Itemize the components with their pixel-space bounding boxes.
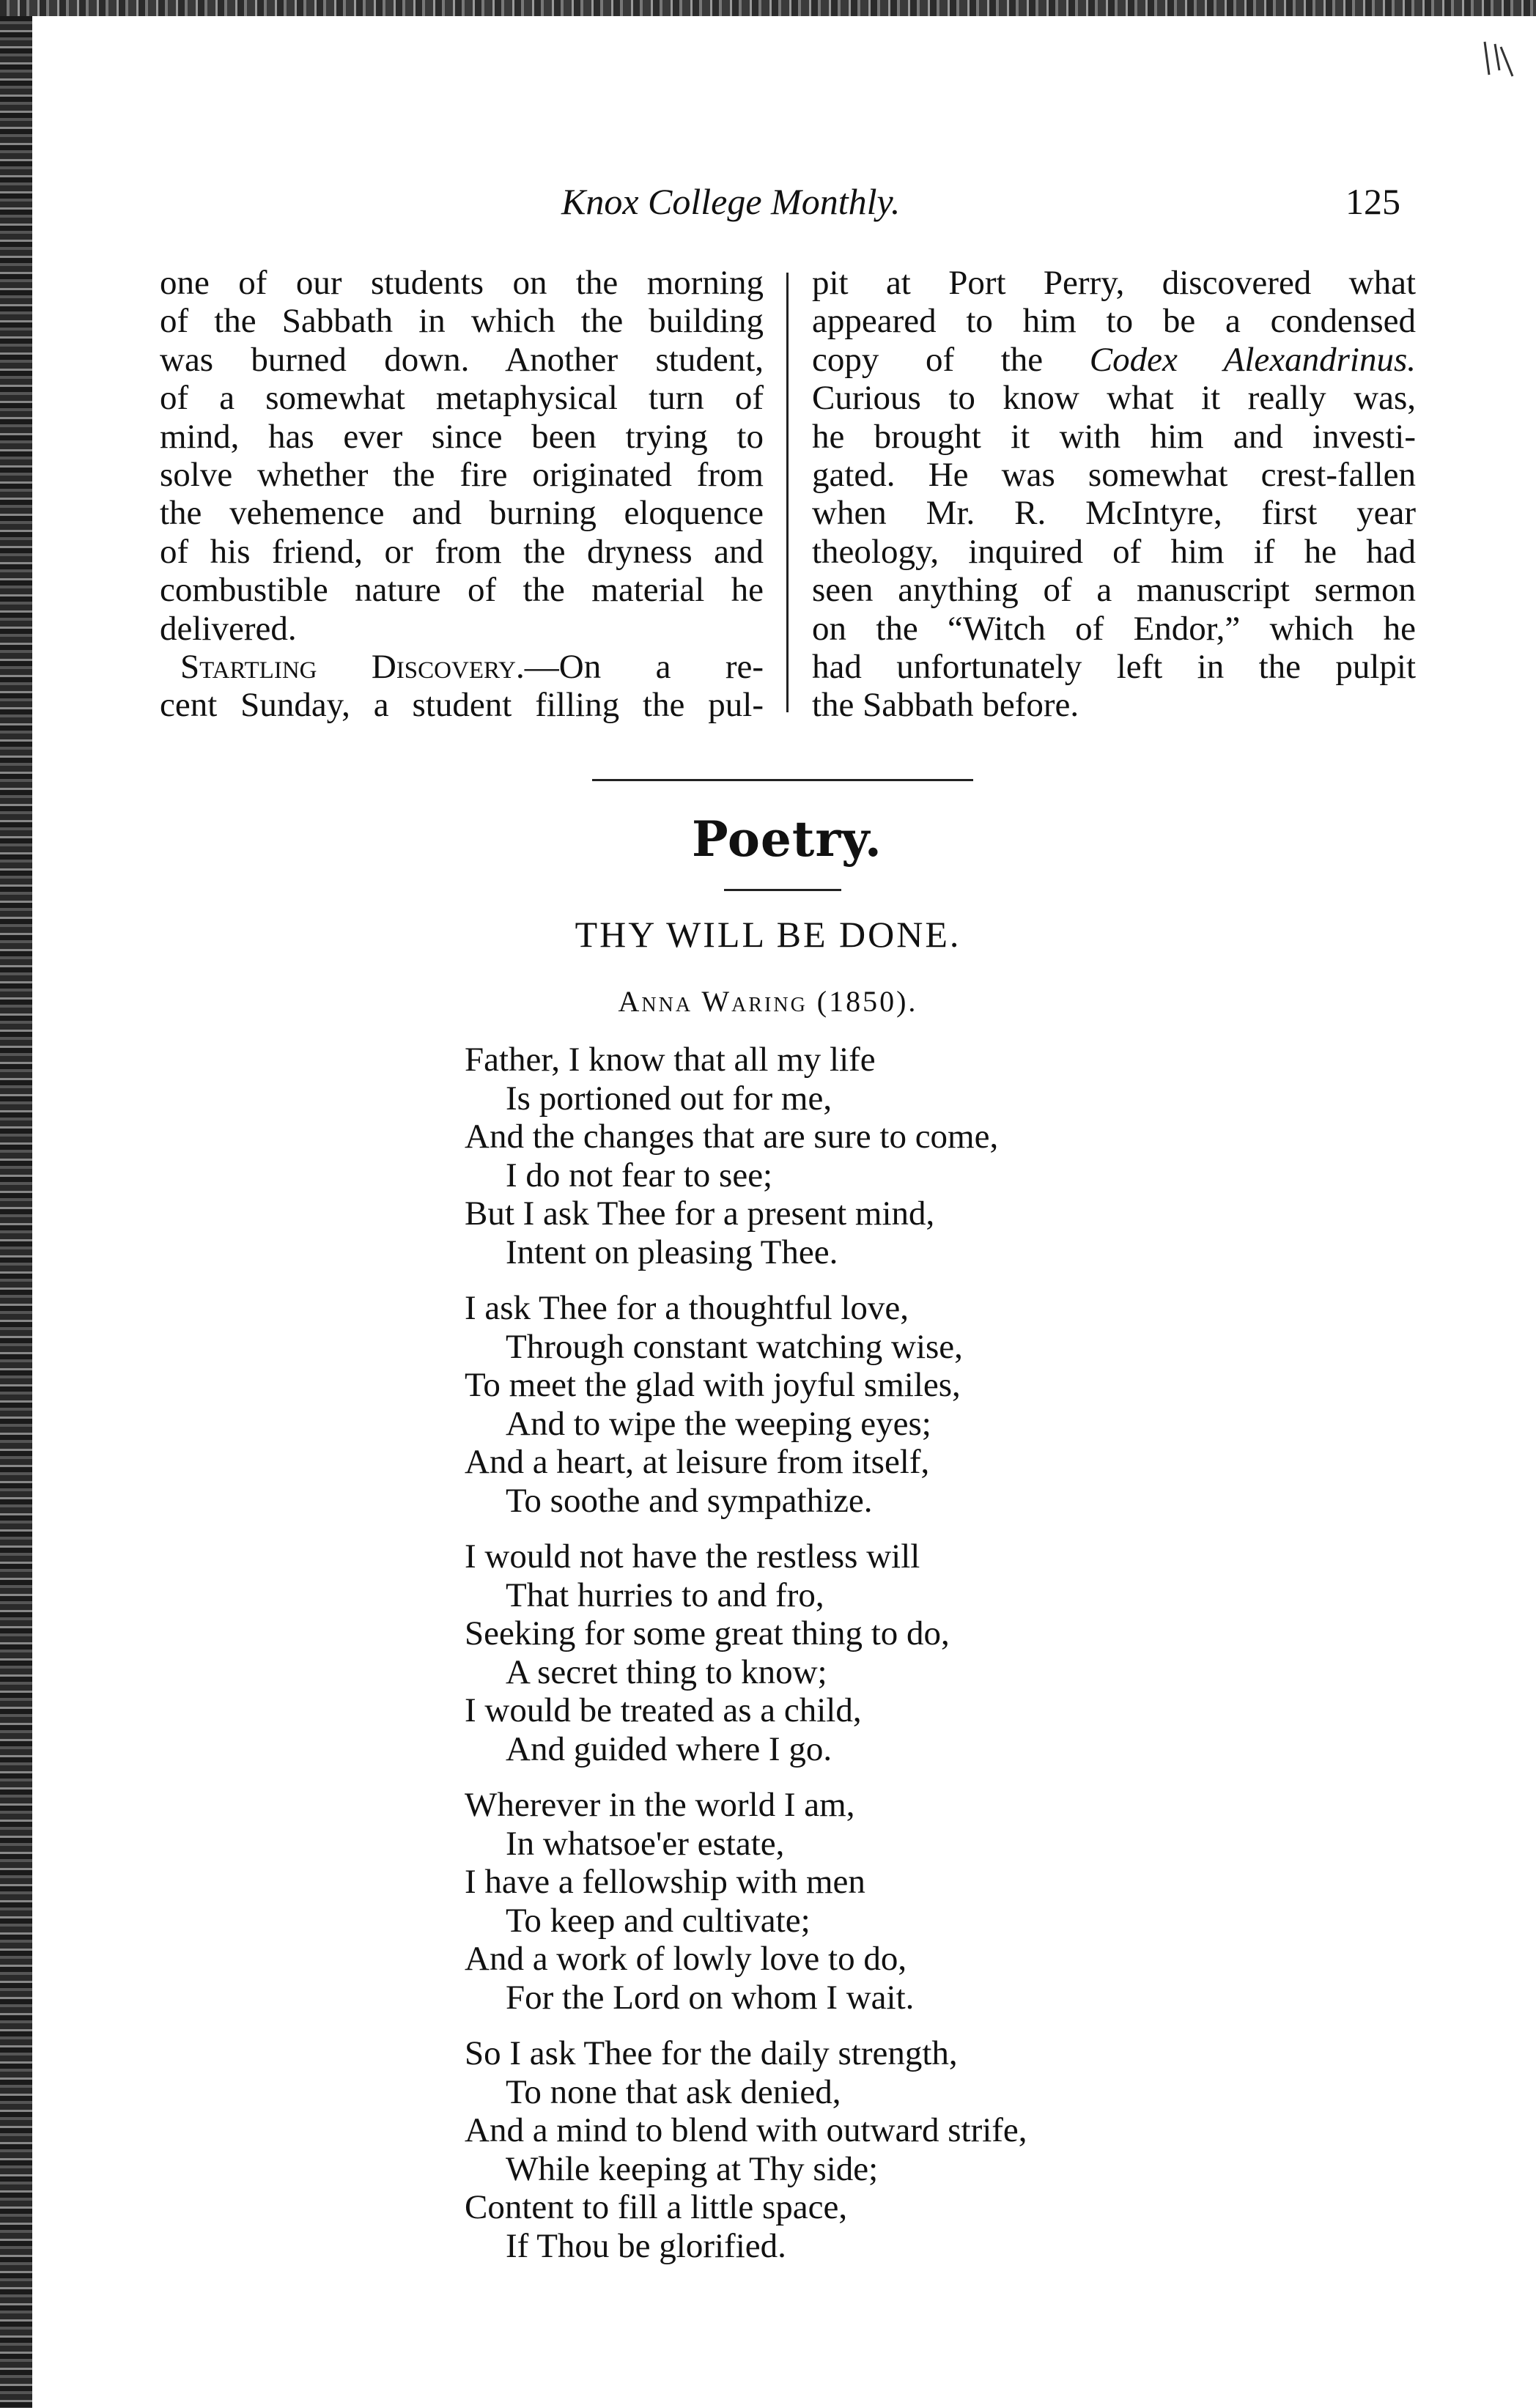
poem-line: Through constant watching wise,: [506, 1327, 963, 1366]
corner-scan-mark: [1479, 38, 1515, 82]
poem-stanza: [465, 1537, 1027, 1768]
text-line: combustible nature of the material he: [160, 571, 764, 610]
left-column: [160, 264, 764, 725]
text-line: gated. He was somewhat crest-fallen: [812, 456, 1416, 495]
right-column: [812, 264, 1416, 725]
poem-line: To none that ask denied,: [506, 2072, 841, 2111]
text-line: was burned down. Another student,: [160, 340, 764, 379]
poem-line: And guided where I go.: [506, 1729, 832, 1768]
poem-line: And the changes that are sure to come,: [465, 1118, 999, 1156]
poem-stanza: [465, 2034, 1027, 2265]
poem-line: A secret thing to know;: [506, 1652, 827, 1691]
poem-line: And to wipe the weeping eyes;: [506, 1404, 931, 1443]
poem-body: [465, 1041, 1027, 2283]
text-line: [160, 648, 764, 686]
text-line: of the Sabbath in which the building: [160, 302, 764, 341]
poem-line: So I ask Thee for the daily strength,: [465, 2034, 958, 2072]
paragraph-continued: [812, 264, 1416, 725]
text-line: of a somewhat metaphysical turn of: [160, 379, 764, 418]
poem-author: Anna Waring (1850).: [618, 985, 918, 1018]
text-line: when Mr. R. McIntyre, first year: [812, 494, 1416, 533]
poem-line: To keep and cultivate;: [506, 1901, 811, 1940]
column-divider: [786, 273, 789, 712]
poem-stanza: [465, 1041, 1027, 1271]
running-head: [0, 180, 1536, 232]
poem-line: I do not fear to see;: [506, 1156, 773, 1194]
poem-line: But I ask Thee for a present mind,: [465, 1194, 935, 1233]
poem-line: That hurries to and fro,: [506, 1576, 824, 1614]
text-line: seen anything of a manuscript sermon: [812, 571, 1416, 610]
poem-line: And a work of lowly love to do,: [465, 1940, 907, 1978]
paragraph-discovery: [160, 648, 764, 725]
text-line: pit at Port Perry, discovered what: [812, 264, 1416, 302]
heading-underline: [724, 889, 841, 891]
text-line: Curious to know what it really was,: [812, 379, 1416, 418]
poem-line: To meet the glad with joyful smiles,: [465, 1366, 961, 1404]
poem-line: Content to fill a little space,: [465, 2188, 848, 2226]
text-line: solve whether the fire originated from: [160, 456, 764, 495]
text-line: delivered.: [160, 609, 297, 648]
section-heading: Poetry.: [692, 810, 882, 868]
poem-line: And a heart, at leisure from itself,: [465, 1443, 930, 1481]
poem-line: In whatsoe'er estate,: [506, 1824, 785, 1863]
poem-title: THY WILL BE DONE.: [575, 914, 961, 955]
text-line: on the “Witch of Endor,” which he: [812, 609, 1416, 648]
poem-line: For the Lord on whom I wait.: [506, 1978, 915, 2017]
poem-line: While keeping at Thy side;: [506, 2149, 879, 2188]
text-line: theology, inquired of him if he had: [812, 532, 1416, 571]
text-span: copy of the: [812, 340, 1044, 379]
poem-line: Wherever in the world I am,: [465, 1786, 855, 1824]
poem-line: I would be treated as a child,: [465, 1691, 862, 1729]
text-span: —On a re-: [524, 648, 764, 687]
poem-line: Seeking for some great thing to do,: [465, 1614, 950, 1652]
text-line: he brought it with him and investi-: [812, 417, 1416, 456]
text-line: the vehemence and burning eloquence: [160, 494, 764, 533]
text-line: one of our students on the morning: [160, 264, 764, 302]
poem-line: I ask Thee for a thoughtful love,: [465, 1289, 909, 1327]
section-divider: [592, 779, 973, 781]
poem-stanza: [465, 1289, 1027, 1520]
poem-line: Is portioned out for me,: [506, 1079, 832, 1118]
text-line: of his friend, or from the dryness and: [160, 532, 764, 571]
page-number: 125: [1345, 181, 1400, 222]
text-line: had unfortunately left in the pulpit: [812, 648, 1416, 687]
poem-line: I have a fellowship with men: [465, 1863, 865, 1901]
scanned-page-edge-top: [0, 0, 1536, 16]
poem-line: Father, I know that all my life: [465, 1041, 876, 1079]
poem-line: I would not have the restless will: [465, 1537, 920, 1576]
text-line: mind, has ever since been trying to: [160, 417, 764, 456]
journal-title: Knox College Monthly.: [561, 181, 901, 222]
poem-line: Intent on pleasing Thee.: [506, 1233, 838, 1271]
paragraph-fire: [160, 264, 764, 648]
text-line: [812, 341, 1416, 379]
codex-name: Codex Alexandrinus.: [1089, 340, 1417, 379]
text-line: the Sabbath before.: [812, 686, 1079, 725]
scanned-page-edge-left: [0, 0, 32, 2408]
text-line: appeared to him to be a condensed: [812, 302, 1416, 341]
discovery-heading: Startling Discovery.: [180, 648, 525, 687]
poem-line: If Thou be glorified.: [506, 2226, 786, 2265]
poem-line: And a mind to blend with outward strife,: [465, 2111, 1027, 2149]
text-line: cent Sunday, a student filling the pul-: [160, 686, 764, 725]
poem-line: To soothe and sympathize.: [506, 1481, 873, 1520]
poem-stanza: [465, 1786, 1027, 2017]
